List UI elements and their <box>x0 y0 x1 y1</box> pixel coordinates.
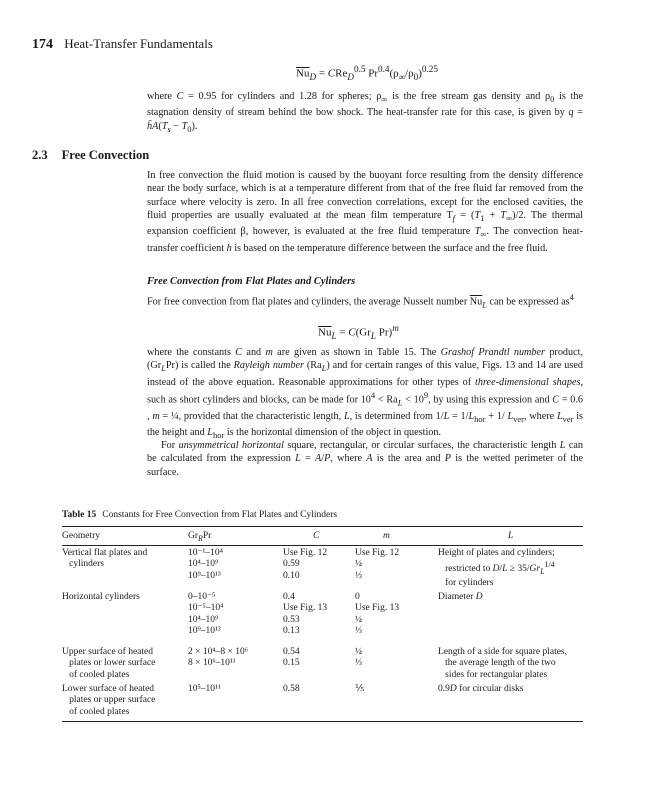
table-cell-geometry: Horizontal cylinders <box>62 592 140 602</box>
table-cell-gr: 2 × 10⁴–8 × 10⁶ 8 × 10⁶–10¹¹ <box>188 647 249 669</box>
table-cell-gr: 0–10⁻⁵ 10⁻⁵–10⁴ 10⁴–10⁹ 10⁹–10¹³ <box>188 592 224 637</box>
table-cell-geometry: Upper surface of heated plates or lower surface of cooled plates <box>62 647 156 680</box>
table-cell-l: Height of plates and cylinders; restricted to $D/L \ge 35/Gr_L^{1/4}$ for cylinders <box>438 548 555 588</box>
header-c: C <box>313 531 320 541</box>
table-header-rule <box>62 545 583 546</box>
table-cell-c: 0.4 Use Fig. 13 0.53 0.13 <box>283 592 328 637</box>
table-cell-m: Use Fig. 12 ¼ ⅓ <box>355 548 400 581</box>
equation-nusselt-free-convection: $\overline{Nu}_L = C(Gr_L$ Pr)$^m$ <box>318 323 399 341</box>
page-header <box>32 36 213 53</box>
paragraph-free-convection: In free convection the fluid motion is caused by the buoyant force resulting from the density difference near the body surface, which is at a temperature different from that of the free fluid far removed from the surface where velocity is zero. In all free convection correlations, except for the enclosed cavities, the fluid properties are usually evaluated at the mean film temperature $T_f = (T_1 + T_\infty)/2$. The thermal expansion coefficient β, however, is evaluated at the free fluid temperature $T_\infty$. The convection heat-transfer coefficient h is based on the temperature difference between the surface and the free fluid. <box>147 170 584 254</box>
table-cell-gr: 10⁵–10¹¹ <box>188 684 221 694</box>
paragraph-where-c: where C = 0.95 for cylinders and 1.28 for spheres; $\rho_\infty$ is the free stream gas density and $\rho_0$ is the stagnation density of stream behind the bow shock. The heat-transfer rate for this case, is given by $q = h̄A(T_s - T_0)$. <box>147 91 583 134</box>
table-cell-m: ¼ ⅓ <box>355 647 363 669</box>
paragraph-rayleigh: where the constants C and m are given as shown in Table 15. The Grashof Prandtl number product, $(Gr_LPr)$ is called the Rayleigh number $(Ra_L)$ and for certain ranges of this value, Figs. 13 and 14 are used instead of the above equation. Reasonable approximations for other types of three-dimensional shapes, such as short cylinders and blocks, can be made for $10^4 < Ra_L < 10^9$, by using this expression and C = 0.6 , m = ¼, provided that the characteristic length, L, is determined from $1/L = 1/L_{hor} + 1/$ $L_{ver}$, where $L_{ver}$ is the height and $L_{hor}$ is the horizontal dimension of the object in question. <box>147 347 584 440</box>
header-geometry: Geometry <box>62 531 100 541</box>
table-cell-c: 0.54 0.15 <box>283 647 300 669</box>
table-cell-c: 0.58 <box>283 684 300 694</box>
table-cell-m: ⅕ <box>355 684 365 694</box>
paragraph-unsymmetrical: For unsymmetrical horizontal square, rectangular, or circular surfaces, the characteristic length L can be calculated from the expression L = A/P, where A is the area and P is the wetted perimeter of the surface. <box>147 440 584 478</box>
table-caption <box>62 510 337 520</box>
table-cell-m: 0 Use Fig. 13 ¼ ⅓ <box>355 592 400 637</box>
table-cell-l: Length of a side for square plates, the average length of the two sides for rectangular plates <box>438 647 567 680</box>
table-cell-geometry: Lower surface of heated plates or upper surface of cooled plates <box>62 684 156 717</box>
table-cell-l: Diameter D <box>438 592 483 602</box>
subsection-heading: Free Convection from Flat Plates and Cylinders <box>147 276 356 287</box>
table-caption-text: Constants for Free Convection from Flat Plates and Cylinders <box>102 510 338 520</box>
paragraph-intro: For free convection from flat plates and cylinders, the average Nusselt number $\overline{Nu}_L$ can be expressed $as^4$ <box>147 292 574 310</box>
table-cell-c: Use Fig. 12 0.59 0.10 <box>283 548 328 581</box>
table-cell-gr: 10⁻¹–10⁴ 10⁴–10⁹ 10⁹–10¹³ <box>188 548 223 581</box>
equation-nusselt-bow-shock: $\overline{Nu}_D = CRe_D^{0.5}$ $Pr^{0.4}(\rho_\infty/\rho_0)^{0.25}$ <box>296 64 438 82</box>
page-number: 174 <box>32 37 53 52</box>
section-number: 2.3 <box>32 148 48 162</box>
table-cell-l: 0.9D for circular disks <box>438 684 524 694</box>
table-cell-geometry: Vertical flat plates and cylinders <box>62 548 148 570</box>
table-bottom-rule <box>62 721 583 722</box>
table-top-rule <box>62 526 583 527</box>
running-title: Heat-Transfer Fundamentals <box>64 36 213 51</box>
table-label: Table 15 <box>62 510 97 520</box>
section-heading <box>32 148 149 163</box>
header-grpr: $Gr_RPr$ <box>188 531 212 543</box>
header-m: m <box>383 531 390 541</box>
section-title: Free Convection <box>61 148 150 162</box>
header-l: L <box>508 531 514 541</box>
